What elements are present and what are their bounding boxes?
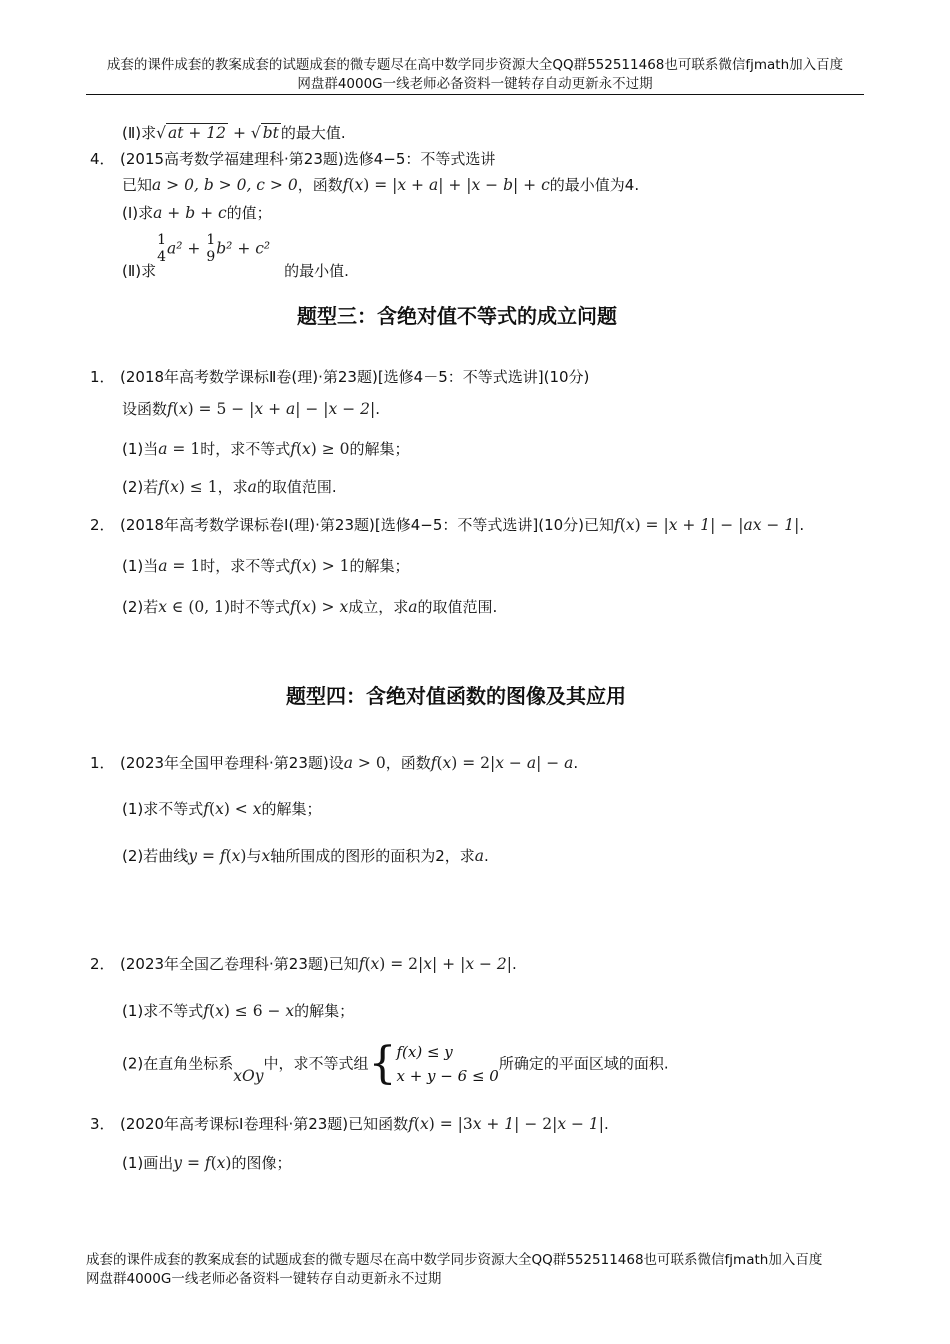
section-3-title: 题型三：含绝对值不等式的成立问题 <box>297 304 617 328</box>
p4-source: 4． (2015高考数学福建理科·第23题)选修4−5：不等式选讲 <box>90 150 496 168</box>
s4-p3-q1: (1)画出y = f(x)的图像； <box>122 1154 292 1172</box>
inequality-system: f(x) ≤ y x + y − 6 ≤ 0 <box>396 1043 499 1085</box>
p3-part2: (Ⅱ)求√ at + 12 + √ bt 的最大值. <box>122 124 346 142</box>
p4-q2: (Ⅱ)求 1 4 a² + 1 9 b² + c²的最小值. <box>122 232 349 280</box>
s3-p1-setup: 设函数f(x) = 5 − |x + a| − |x − 2|. <box>122 400 380 418</box>
s4-p2-source: 2． (2023年全国乙卷理科·第23题)已知f(x) = 2|x| + |x − 2|. <box>90 955 517 973</box>
s3-p2-q2: (2)若x ∈ (0, 1)时不等式f(x) > x成立，求a的取值范围. <box>122 598 498 616</box>
s4-p2-q1: (1)求不等式f(x) ≤ 6 − x的解集； <box>122 1002 355 1020</box>
p4-given: 已知a > 0, b > 0, c > 0，函数f(x) = |x + a| + |x − b| + c的最小值为4. <box>122 176 640 194</box>
s3-p1-source: 1． (2018年高考数学课标Ⅱ卷(理)·第23题)[选修4－5：不等式选讲](10分) <box>90 368 590 386</box>
s3-p1-q2: (2)若f(x) ≤ 1，求a的取值范围. <box>122 478 337 496</box>
footer-line-1: 成套的课件成套的教案成套的试题成套的微专题尽在高中数学同步资源大全QQ群552511468也可联系微信fjmath加入百度 <box>86 1252 823 1268</box>
s4-p2-q2: (2)在直角坐标系xOy中，求不等式组{ f(x) ≤ y x + y − 6 ≤ 0 所确定的平面区域的面积. <box>122 1038 669 1089</box>
section-4-title: 题型四：含绝对值函数的图像及其应用 <box>286 684 626 708</box>
p4-q1: (Ⅰ)求a + b + c的值； <box>122 204 272 222</box>
s4-p3-source: 3． (2020年高考课标Ⅰ卷理科·第23题)已知函数f(x) = |3x + 1| − 2|x − 1|. <box>90 1115 609 1133</box>
s4-p1-source: 1． (2023年全国甲卷理科·第23题)设a > 0，函数f(x) = 2|x − a| − a. <box>90 754 579 772</box>
page-footer <box>86 1251 886 1289</box>
s3-p1-q1: (1)当a = 1时，求不等式f(x) ≥ 0的解集； <box>122 440 410 458</box>
s3-p2-q1: (1)当a = 1时，求不等式f(x) > 1的解集； <box>122 557 410 575</box>
footer-line-2: 网盘群4000G一线老师必备资料一键转存自动更新永不过期 <box>86 1271 442 1287</box>
header-rule <box>86 94 864 95</box>
sqrt-expression: √ at + 12 + √ bt <box>156 124 279 142</box>
s4-p1-q2: (2)若曲线y = f(x)与x轴所围成的图形的面积为2，求a. <box>122 847 489 865</box>
header-line-1: 成套的课件成套的教案成套的试题成套的微专题尽在高中数学同步资源大全QQ群552511468也可联系微信fjmath加入百度 <box>106 57 844 73</box>
s4-p1-q1: (1)求不等式f(x) < x的解集； <box>122 800 322 818</box>
header-line-2: 网盘群4000G一线老师必备资料一键转存自动更新永不过期 <box>297 76 653 92</box>
s3-p2-source: 2． (2018年高考数学课标卷Ⅰ(理)·第23题)[选修4−5：不等式选讲](10分)已知f(x) = |x + 1| − |ax − 1|. <box>90 516 805 534</box>
system-brace: { <box>368 1038 397 1089</box>
page-header <box>80 56 870 94</box>
